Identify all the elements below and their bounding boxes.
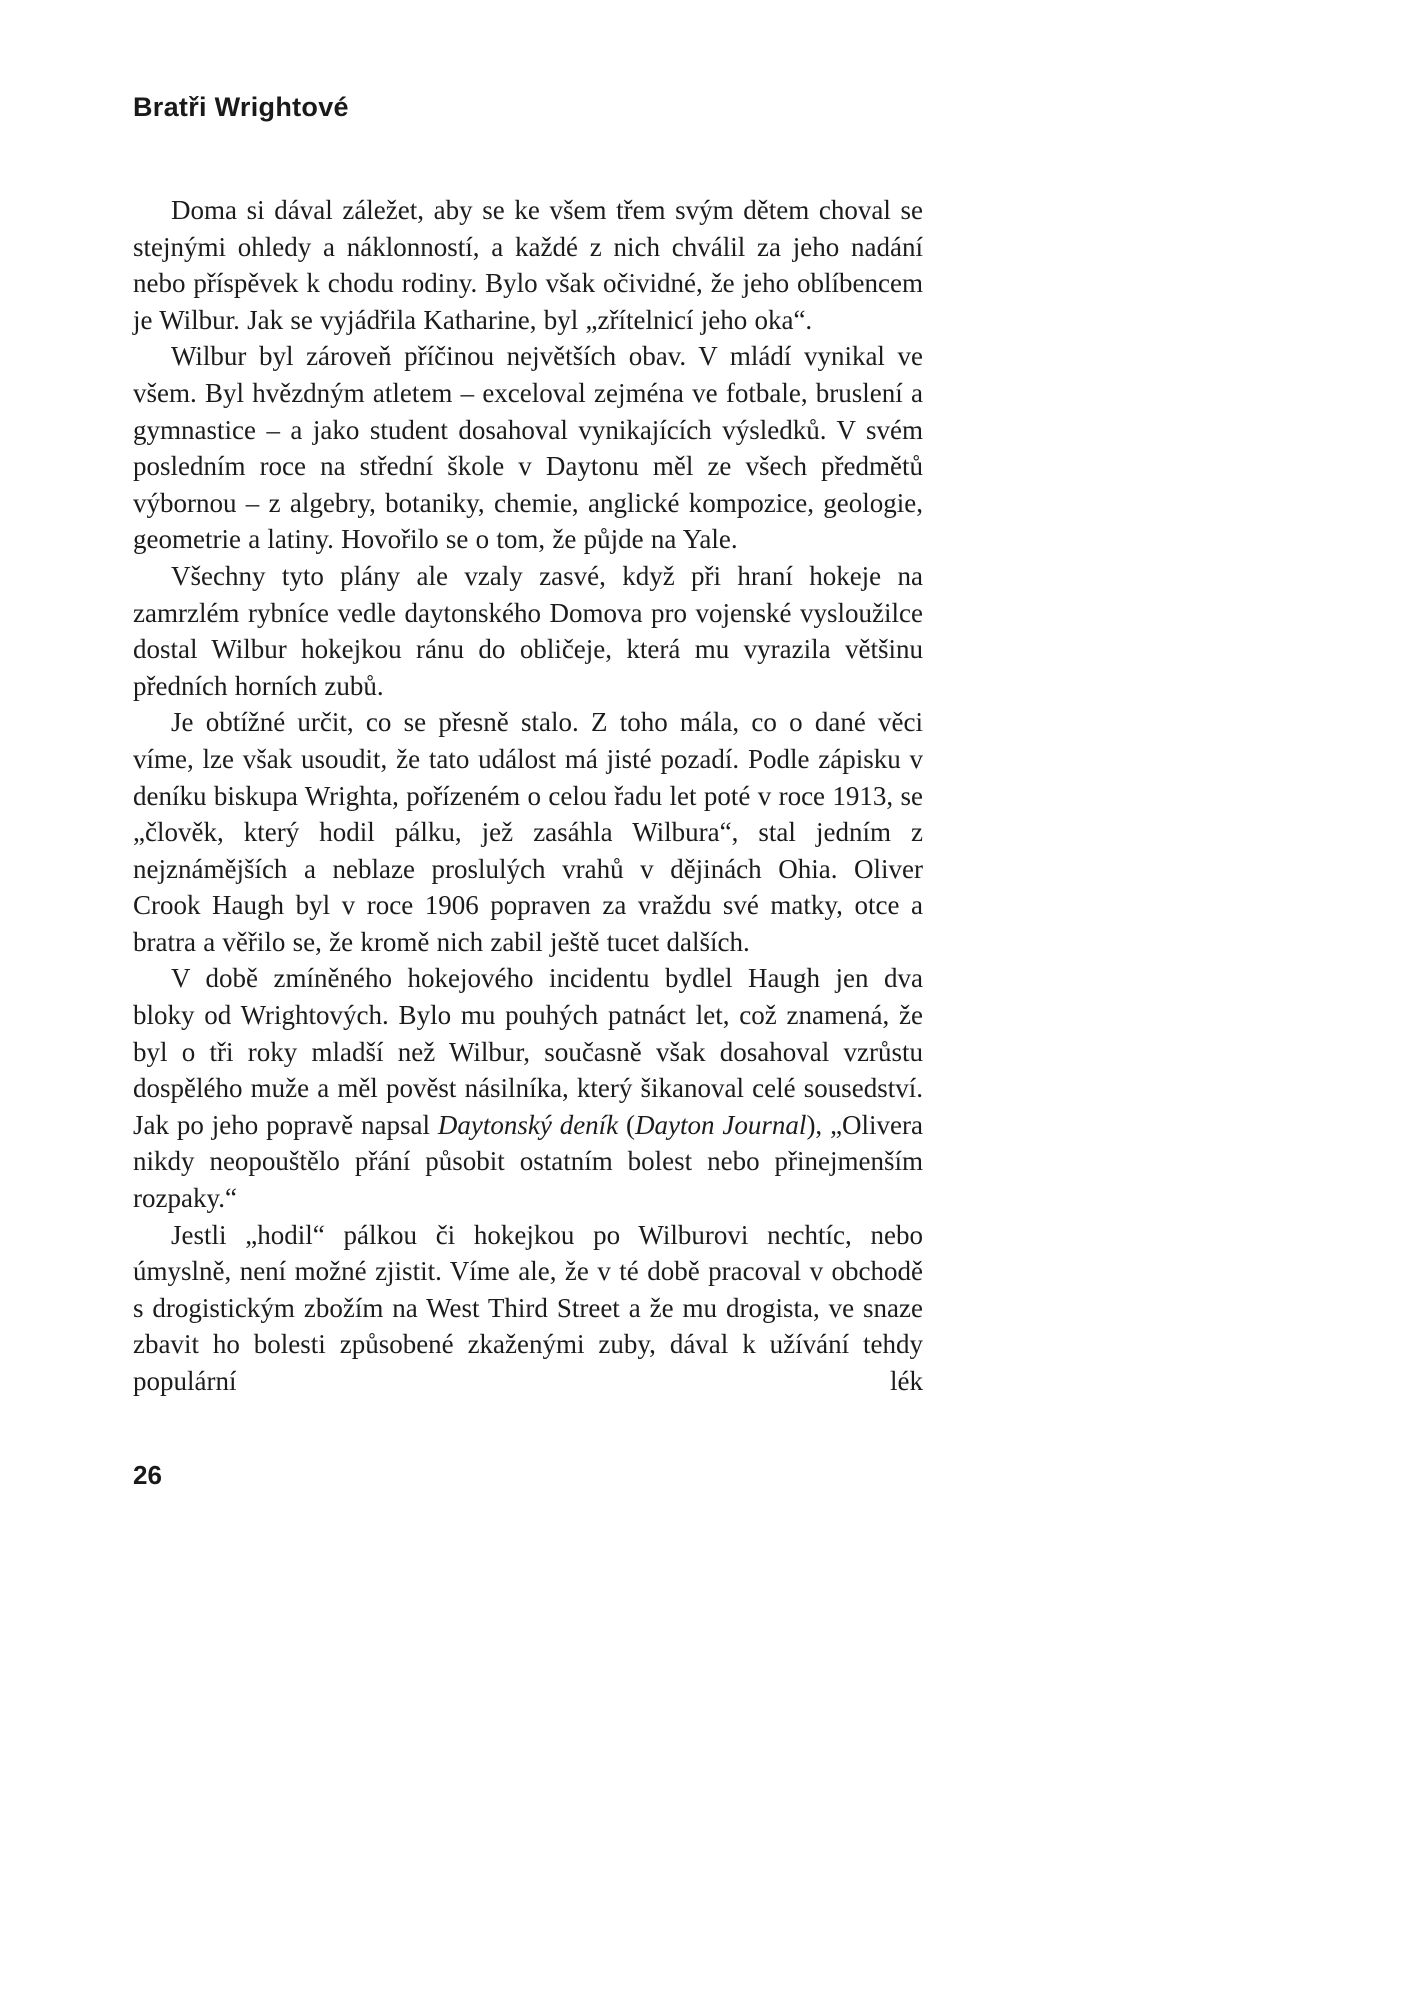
text-segment: Jestli „hodil“ pálkou či hokejkou po Wilburovi nechtíc, nebo úmyslně, není možné zjistit. Víme ale, že v té době pracoval v obchodě s drogistickým zbožím na West Third Street a že mu drogista, ve snaze zbavit ho bolesti způsobené zkaženými zuby, dával k užívání tehdy populární lék [133,1219,923,1396]
paragraph [133,1217,923,1400]
paragraph [133,558,923,704]
paragraph [133,704,923,960]
text-segment: Wilbur byl zároveň příčinou největších obav. V mládí vynikal ve všem. Byl hvězdným atletem – exceloval zejména ve fotbale, bruslení a gymnastice – a jako student dosahoval vynikajících výsledků. V svém posledním roce na střední škole v Daytonu měl ze všech předmětů výbornou – z algebry, botaniky, chemie, anglické kompozice, geologie, geometrie a latiny. Hovořilo se o tom, že půjde na Yale. [133,341,923,555]
text-segment: Doma si dával záležet, aby se ke všem třem svým dětem choval se stejnými ohledy a náklonností, a každé z nich chválil za jeho nadání nebo příspěvek k chodu rodiny. Bylo však očividné, že jeho oblíbencem je Wilbur. Jak se vyjádřila Katharine, byl „zřítelnicí jeho oka“. [133,195,923,335]
text-segment: ( [618,1109,636,1140]
paragraph [133,960,923,1216]
text-segment: Všechny tyto plány ale vzaly zasvé, když při hraní hokeje na zamrzlém rybníce vedle daytonského Domova pro vojenské vysloužilce dostal Wilbur hokejkou ránu do obličeje, která mu vyrazila většinu předních horních zubů. [133,560,923,701]
italic-text: Daytonský deník [437,1109,619,1140]
paragraph [133,338,923,558]
page-number: 26 [133,1460,162,1490]
text-segment: V době zmíněného hokejového incidentu bydlel Haugh jen dva bloky od Wrightových. Bylo mu pouhých patnáct let, což znamená, že byl o tři roky mladší než Wilbur, současně však dosahoval vzrůstu dospělého muže a měl pověst násilníka, který šikanoval celé sousedství. Jak po jeho popravě napsal [133,963,923,1140]
body-text [133,192,923,1400]
text-segment: Je obtížné určit, co se přesně stalo. Z toho mála, co o dané věci víme, lze však usoudit, že tato událost má jisté pozadí. Podle zápisku v deníku biskupa Wrighta, pořízeném o celou řadu let poté v roce 1913, se „člověk, který hodil pálku, jež zasáhla Wilbura“, stal jedním z nejznámějších a neblaze proslulých vrahů v dějinách Ohia. Oliver Crook Haugh byl v roce 1906 popraven za vraždu své matky, otce a bratra a věřilo se, že kromě nich zabil ještě tucet dalších. [133,707,923,957]
italic-text: Dayton Journal [635,1109,807,1140]
text-segment: ), „Olivera nikdy neopouštělo přání působit ostatním bolest nebo přinejmenším rozpaky.“ [133,1109,924,1214]
running-header: Bratři Wrightové [133,92,349,122]
paragraph [133,192,923,338]
